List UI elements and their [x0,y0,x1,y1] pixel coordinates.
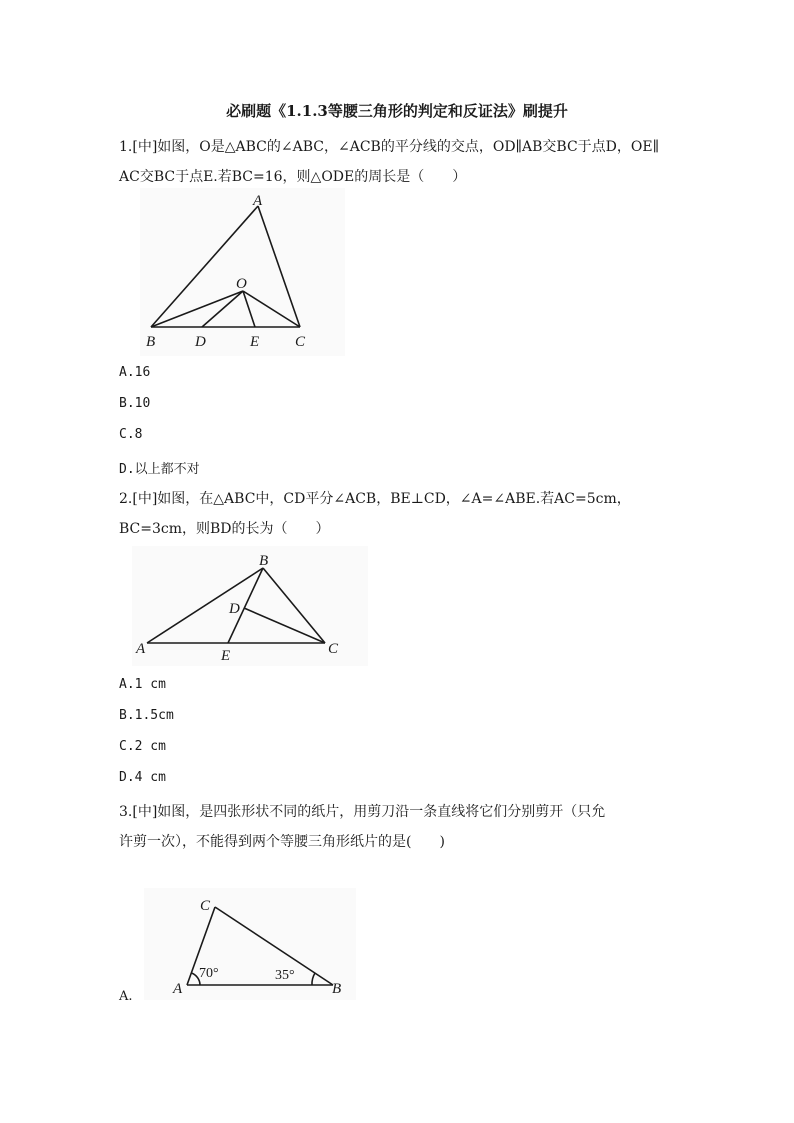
q1-text-line2: AC交BC于点E.若BC=16，则△ODE的周长是（ ） [119,169,467,185]
q1-label-d: D [195,334,206,350]
q3-text-line1: 3.[中]如图，是四张形状不同的纸片，用剪刀沿一条直线将它们分别剪开（只允 [119,804,606,820]
q2-figure [132,546,368,666]
q1-label-e: E [250,334,260,350]
q2-label-c: C [328,641,339,657]
q1-label-o: O [236,276,247,292]
q2-option-c: C.2 cm [119,739,166,754]
q1-label-a: A [253,193,263,209]
q2-option-b: B.1.5cm [119,708,174,723]
q3-text-line2: 许剪一次），不能得到两个等腰三角形纸片的是( ) [119,834,445,850]
q2-label-d: D [229,601,240,617]
q1-option-c: C.8 [119,427,143,442]
q1-option-a: A.16 [119,365,151,380]
q2-label-b: B [259,553,269,569]
q2-text-line2: BC=3cm，则BD的长为（ ） [119,521,330,537]
q1-label-c: C [295,334,306,350]
q2-label-a: A [136,641,146,657]
q2-option-d: D.4 cm [119,770,166,785]
q1-label-b: B [146,334,156,350]
q3-angle-b: 35° [275,968,295,983]
q3-label-c: C [200,898,211,914]
q2-label-e: E [221,648,231,664]
q2-text-line1: 2.[中]如图，在△ABC中，CD平分∠ACB，BE⊥CD，∠A=∠ABE.若AC=5cm， [119,491,631,507]
q3-figure-a [144,888,356,1000]
q3-angle-a: 70° [199,966,219,981]
page-title: 必刷题《1.1.3等腰三角形的判定和反证法》刷提升 [226,102,568,120]
q3-label-b: B [332,981,342,997]
q1-option-b: B.10 [119,396,151,411]
q1-option-d: D.以上都不对 [119,462,200,477]
q1-text-line1: 1.[中]如图，O是△ABC的∠ABC，∠ACB的平分线的交点，OD∥AB交BC于点D，OE∥ [119,139,660,155]
q3-option-a-label: A. [119,989,133,1004]
q3-label-a: A [173,981,183,997]
q1-figure [140,188,345,356]
q2-option-a: A.1 cm [119,677,166,692]
